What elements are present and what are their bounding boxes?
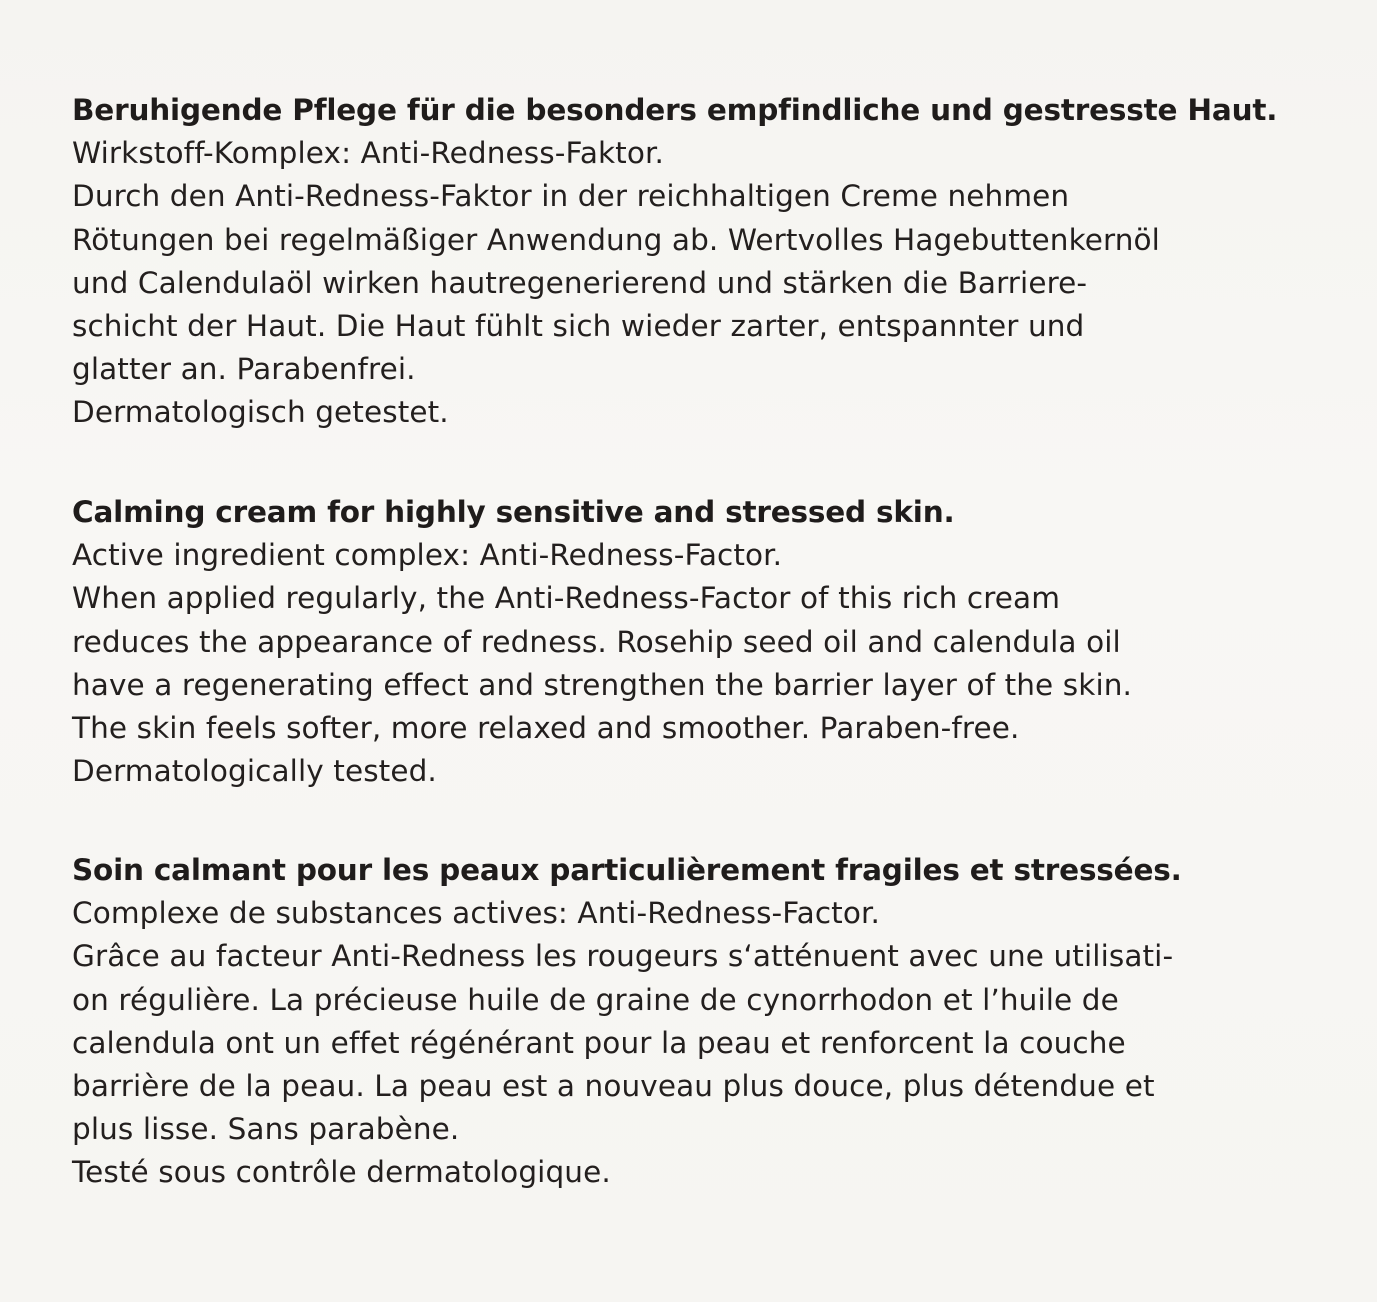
- german-line: Durch den Anti-Redness-Faktor in der reichhaltigen Creme nehmen: [72, 179, 1070, 214]
- german-line: glatter an. Parabenfrei.: [72, 352, 416, 387]
- german-line: und Calendulaöl wirken hautregenerierend und stärken die Barriere-: [72, 265, 1088, 300]
- french-line: Complexe de substances actives: Anti-Redness-Factor.: [72, 896, 880, 931]
- german-line: Wirkstoff-Komplex: Anti-Redness-Faktor.: [72, 136, 664, 171]
- french-heading: Soin calmant pour les peaux particulièrement fragiles et stressées.: [72, 853, 1182, 887]
- german-heading: Beruhigende Pflege für die besonders empfindliche und gestresste Haut.: [72, 93, 1278, 127]
- french-line: calendula ont un effet régénérant pour la peau et renforcent la couche: [72, 1025, 1126, 1060]
- german-line: schicht der Haut. Die Haut fühlt sich wieder zarter, entspannter und: [72, 309, 1085, 344]
- french-line: on régulière. La précieuse huile de graine de cynorrhodon et l’huile de: [72, 982, 1119, 1017]
- german-line: Dermatologisch getestet.: [72, 395, 449, 430]
- french-line: plus lisse. Sans parabène.: [72, 1112, 460, 1147]
- french-description: [72, 849, 1362, 1195]
- english-line: The skin feels softer, more relaxed and smoother. Paraben-free.: [72, 711, 1020, 746]
- french-line: Grâce au facteur Anti-Redness les rougeurs s‘atténuent avec une utilisati-: [72, 939, 1174, 974]
- german-description: [72, 89, 1362, 435]
- english-line: reduces the appearance of redness. Rosehip seed oil and calendula oil: [72, 624, 1121, 659]
- english-line: have a regenerating effect and strengthen the barrier layer of the skin.: [72, 667, 1133, 702]
- english-description: [72, 491, 1362, 793]
- english-heading: Calming cream for highly sensitive and stressed skin.: [72, 495, 955, 529]
- english-line: Dermatologically tested.: [72, 754, 437, 789]
- french-line: Testé sous contrôle dermatologique.: [72, 1155, 611, 1190]
- german-line: Rötungen bei regelmäßiger Anwendung ab. Wertvolles Hagebuttenkernöl: [72, 222, 1160, 257]
- english-line: When applied regularly, the Anti-Redness-Factor of this rich cream: [72, 581, 1061, 616]
- english-line: Active ingredient complex: Anti-Redness-Factor.: [72, 538, 783, 573]
- french-line: barrière de la peau. La peau est a nouveau plus douce, plus détendue et: [72, 1069, 1155, 1104]
